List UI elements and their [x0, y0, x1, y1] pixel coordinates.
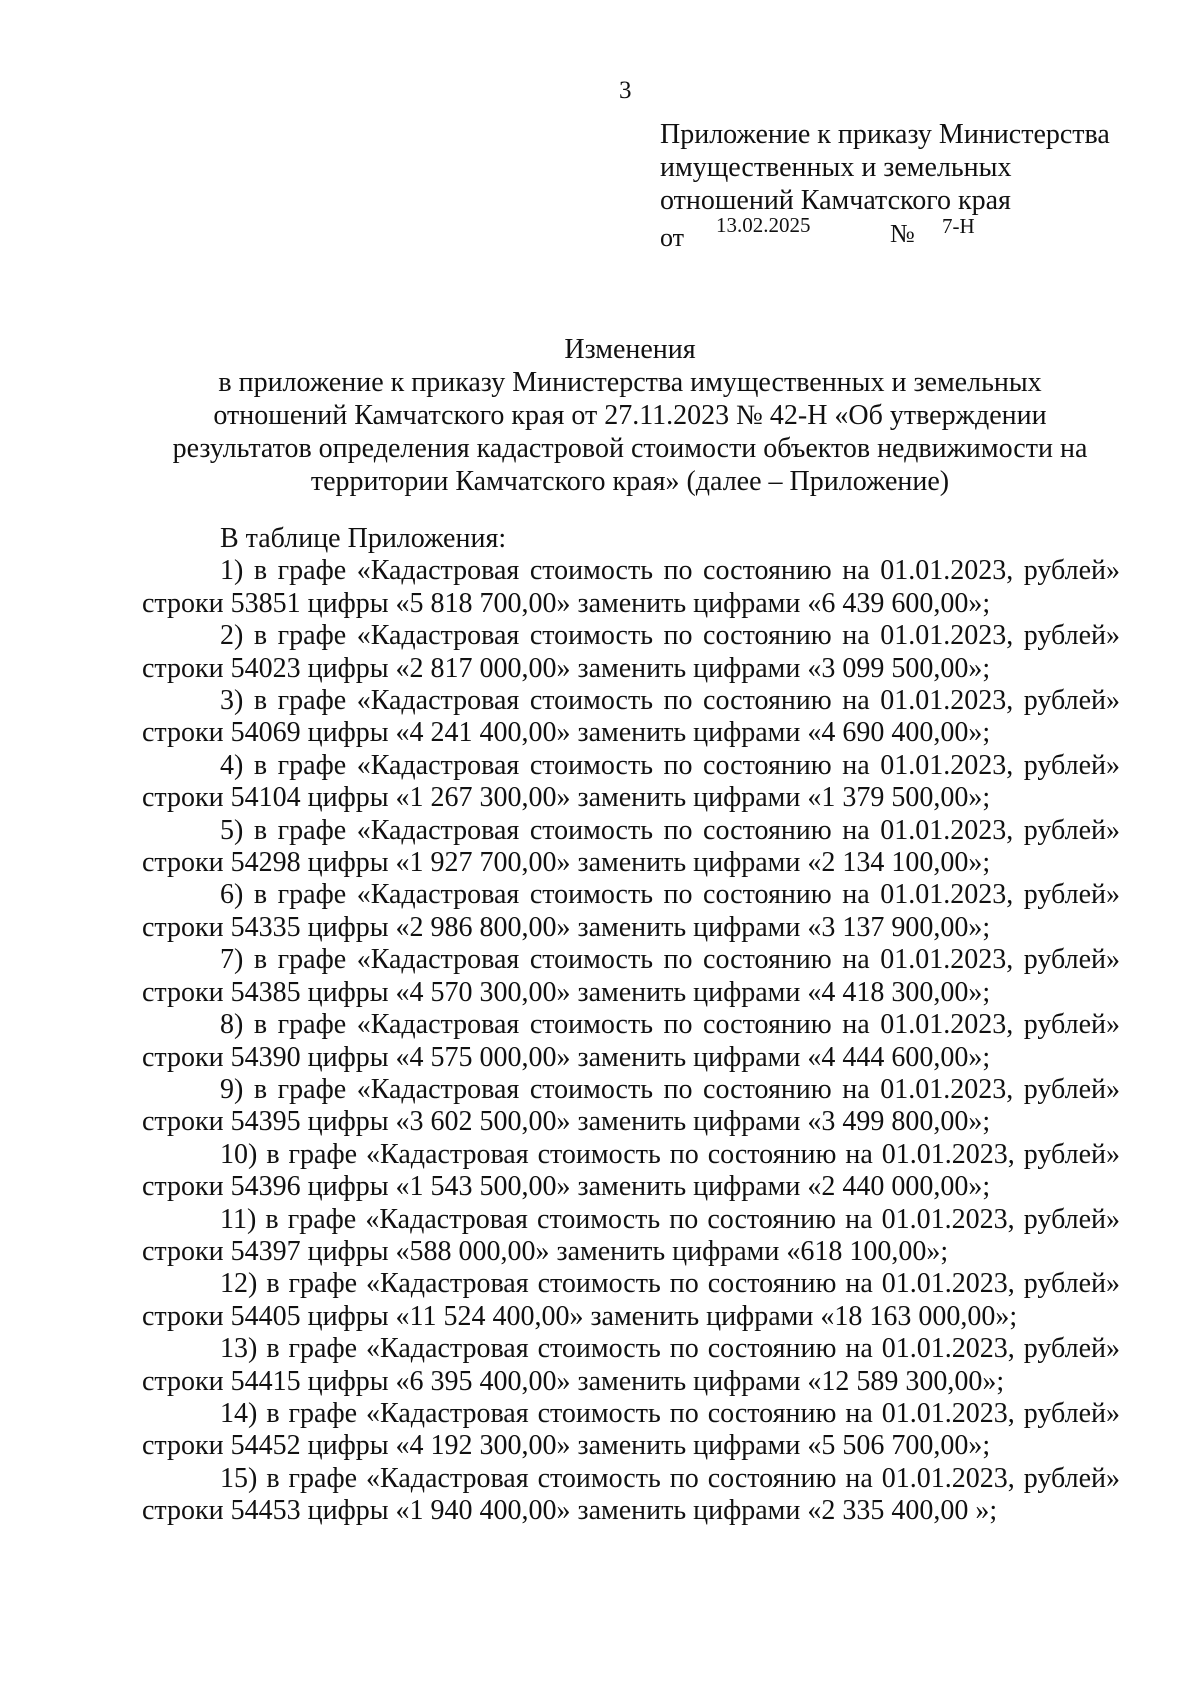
amendment-item — [142, 1268, 1120, 1333]
amendment-item — [142, 1009, 1120, 1074]
amendment-item — [142, 1074, 1120, 1139]
amendment-item-line2: строки 54453 цифры «1 940 400,00» заменить цифрами «2 335 400,00 »; — [142, 1495, 998, 1527]
amendment-item-line1: 13) в графе «Кадастровая стоимость по состоянию на 01.01.2023, рублей» — [220, 1333, 1120, 1365]
amendment-item-line1: 15) в графе «Кадастровая стоимость по состоянию на 01.01.2023, рублей» — [220, 1462, 1120, 1494]
order-number: 7-Н — [942, 214, 975, 238]
amendment-item-line2: строки 53851 цифры «5 818 700,00» заменить цифрами «6 439 600,00»; — [142, 587, 991, 619]
amendment-item-line2: строки 54104 цифры «1 267 300,00» заменить цифрами «1 379 500,00»; — [142, 782, 991, 814]
page-number: 3 — [619, 77, 632, 104]
amendment-item-line2: строки 54396 цифры «1 543 500,00» заменить цифрами «2 440 000,00»; — [142, 1171, 991, 1203]
amendment-item — [142, 1398, 1120, 1463]
amendment-item-line2: строки 54298 цифры «1 927 700,00» заменить цифрами «2 134 100,00»; — [142, 847, 991, 879]
amendment-list — [142, 555, 1120, 1527]
amendment-item — [142, 620, 1120, 685]
amendment-item-line1: 8) в графе «Кадастровая стоимость по состоянию на 01.01.2023, рублей» — [220, 1009, 1120, 1041]
approval-line: отношений Камчатского края — [660, 185, 1011, 216]
amendment-item — [142, 685, 1120, 750]
from-label: от — [660, 223, 685, 252]
amendment-item-line1: 12) в графе «Кадастровая стоимость по состоянию на 01.01.2023, рублей» — [220, 1268, 1120, 1300]
document-body — [142, 523, 1120, 1528]
amendment-item-line2: строки 54395 цифры «3 602 500,00» заменить цифрами «3 499 800,00»; — [142, 1106, 991, 1138]
approval-block — [660, 118, 1140, 217]
amendment-item-line1: 14) в графе «Кадастровая стоимость по состоянию на 01.01.2023, рублей» — [220, 1397, 1120, 1429]
heading-title: Изменения — [564, 334, 696, 365]
amendment-item — [142, 1463, 1120, 1528]
amendment-item — [142, 555, 1120, 620]
amendment-item — [142, 1333, 1120, 1398]
amendment-item — [142, 815, 1120, 880]
amendment-item-line2: строки 54385 цифры «4 570 300,00» заменить цифрами «4 418 300,00»; — [142, 976, 991, 1008]
amendment-item-line1: 11) в графе «Кадастровая стоимость по состоянию на 01.01.2023, рублей» — [220, 1203, 1120, 1235]
amendment-item-line2: строки 54335 цифры «2 986 800,00» заменить цифрами «3 137 900,00»; — [142, 911, 991, 943]
amendment-item-line2: строки 54390 цифры «4 575 000,00» заменить цифрами «4 444 600,00»; — [142, 1041, 991, 1073]
heading-line: территории Камчатского края» (далее – Приложение) — [310, 466, 950, 497]
amendment-item-line2: строки 54023 цифры «2 817 000,00» заменить цифрами «3 099 500,00»; — [142, 652, 991, 684]
intro-paragraph: В таблице Приложения: — [220, 523, 507, 554]
amendment-item-line2: строки 54415 цифры «6 395 400,00» заменить цифрами «12 589 300,00»; — [142, 1365, 1005, 1397]
amendment-item — [142, 879, 1120, 944]
amendment-item — [142, 1139, 1120, 1204]
order-date: 13.02.2025 — [716, 213, 811, 237]
amendment-item-line2: строки 54405 цифры «11 524 400,00» заменить цифрами «18 163 000,00»; — [142, 1300, 1018, 1332]
heading-line: отношений Камчатского края от 27.11.2023 № 42-Н «Об утверждении — [213, 400, 1047, 431]
amendment-item — [142, 1204, 1120, 1269]
amendment-item-line1: 1) в графе «Кадастровая стоимость по состоянию на 01.01.2023, рублей» — [220, 555, 1120, 587]
amendment-item-line1: 6) в графе «Кадастровая стоимость по состоянию на 01.01.2023, рублей» — [220, 879, 1120, 911]
amendment-item-line1: 9) в графе «Кадастровая стоимость по состоянию на 01.01.2023, рублей» — [220, 1073, 1120, 1105]
heading-line: результатов определения кадастровой стоимости объектов недвижимости на — [172, 433, 1088, 464]
amendment-item-line1: 3) в графе «Кадастровая стоимость по состоянию на 01.01.2023, рублей» — [220, 685, 1120, 717]
document-heading — [140, 333, 1120, 498]
amendment-item-line1: 4) в графе «Кадастровая стоимость по состоянию на 01.01.2023, рублей» — [220, 749, 1120, 781]
amendment-item-line1: 5) в графе «Кадастровая стоимость по состоянию на 01.01.2023, рублей» — [220, 814, 1120, 846]
amendment-item-line1: 7) в графе «Кадастровая стоимость по состоянию на 01.01.2023, рублей» — [220, 944, 1120, 976]
number-label: № — [890, 219, 915, 248]
amendment-item — [142, 944, 1120, 1009]
amendment-item-line2: строки 54069 цифры «4 241 400,00» заменить цифрами «4 690 400,00»; — [142, 717, 991, 749]
amendment-item-line2: строки 54397 цифры «588 000,00» заменить цифрами «618 100,00»; — [142, 1235, 949, 1267]
approval-line: имущественных и земельных — [660, 152, 1012, 183]
approval-line: Приложение к приказу Министерства — [660, 119, 1110, 150]
amendment-item — [142, 750, 1120, 815]
approval-date-number — [660, 213, 1080, 253]
amendment-item-line1: 2) в графе «Кадастровая стоимость по состоянию на 01.01.2023, рублей» — [220, 620, 1120, 652]
amendment-item-line2: строки 54452 цифры «4 192 300,00» заменить цифрами «5 506 700,00»; — [142, 1430, 991, 1462]
amendment-item-line1: 10) в графе «Кадастровая стоимость по состоянию на 01.01.2023, рублей» — [220, 1138, 1120, 1170]
heading-line: в приложение к приказу Министерства имущественных и земельных — [218, 367, 1042, 398]
